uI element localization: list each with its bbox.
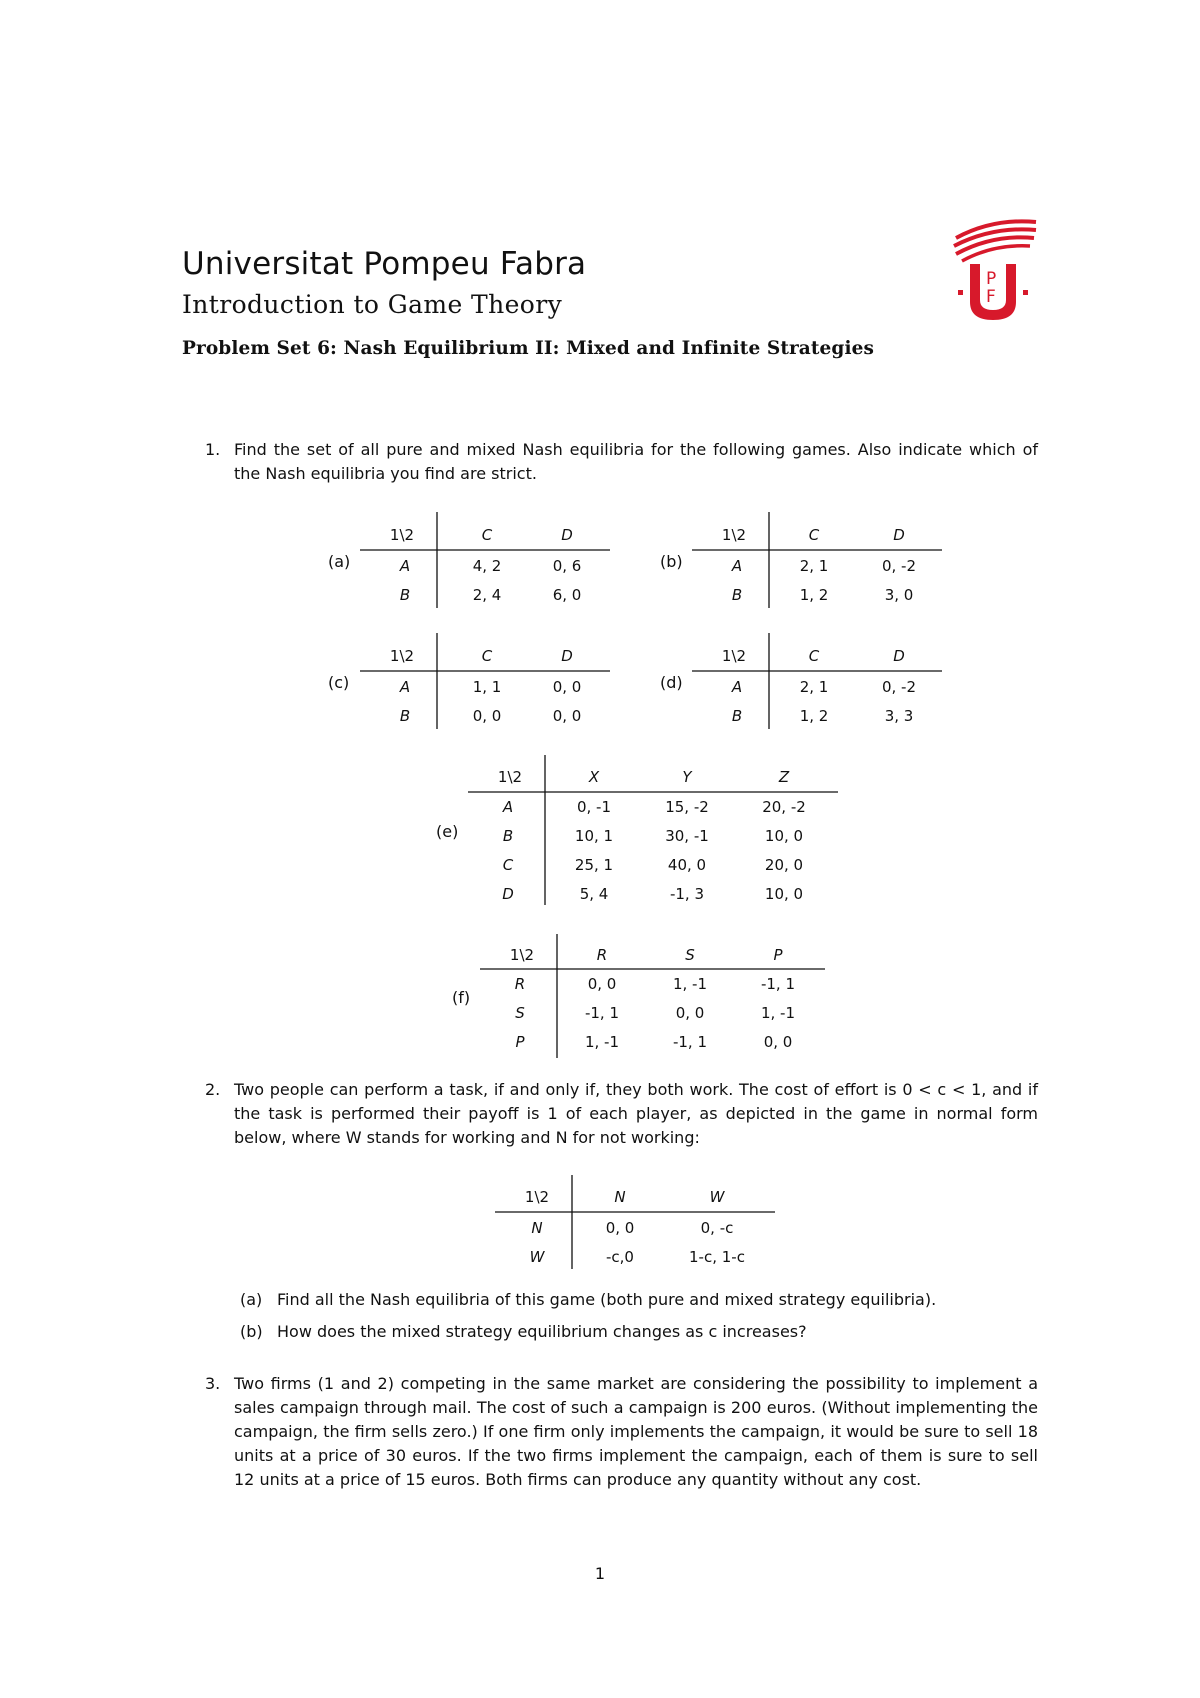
game-c-cell: 0, 0: [552, 707, 582, 725]
game-f-col-2: P: [773, 946, 783, 964]
work-game-cell: 0, -c: [700, 1219, 734, 1237]
problem-set-title: Problem Set 6: Nash Equilibrium II: Mixed and Infinite Strategies: [182, 338, 874, 359]
game-e-cell: 10, 1: [574, 827, 614, 845]
game-b-table: [692, 512, 942, 608]
game-c-table: [360, 633, 610, 729]
game-e-cell: 40, 0: [667, 856, 707, 874]
game-a-col-1: D: [561, 526, 573, 544]
game-b-cell: 0, -2: [881, 557, 917, 575]
game-b-cell: 2, 1: [799, 557, 829, 575]
work-game-cell: -c,0: [606, 1248, 634, 1266]
game-e-table: [468, 755, 838, 905]
work-game-cell: 1-c, 1-c: [689, 1248, 745, 1266]
game-c-row-1: B: [399, 707, 411, 725]
game-e-cell: 5, 4: [579, 885, 609, 903]
logo-letter-f: F: [986, 287, 996, 307]
course-title: Introduction to Game Theory: [182, 290, 563, 319]
game-d-cell: 1, 2: [799, 707, 829, 725]
problem-3-number: 3.: [205, 1374, 221, 1393]
problem-3-text: Two firms (1 and 2) competing in the same market are considering the possibility to implement a sales campaign through mail. The cost of such a campaign is 200 euros. (Without implementing the campaign, the firm sells zero.) If one firm only implements the campaign, it would be sure to sell 18 units at a price of 30 euros. If the two firms implement the campaign, each of them is sure to sell 12 units at a price of 15 euros. Both firms can produce any quantity without any cost.: [234, 1374, 1038, 1489]
game-f-cell: 0, 0: [675, 1004, 705, 1022]
game-d-col-0: C: [808, 647, 820, 665]
game-f-cell: -1, 1: [672, 1033, 708, 1051]
game-e-row-2: C: [502, 856, 514, 874]
game-a-row-1: B: [399, 586, 411, 604]
game-f-cell: 1, -1: [672, 975, 708, 993]
game-c-cell: 1, 1: [472, 678, 502, 696]
game-e-cell: 25, 1: [574, 856, 614, 874]
game-f-col-1: S: [685, 946, 695, 964]
game-f-row-1: S: [515, 1004, 525, 1022]
game-b-corner: 1\2: [721, 526, 747, 544]
game-e-row-1: B: [502, 827, 514, 845]
game-d-cell: 2, 1: [799, 678, 829, 696]
game-b-col-0: C: [808, 526, 820, 544]
game-f-corner: 1\2: [509, 946, 535, 964]
game-f-label: (f): [452, 988, 471, 1007]
game-e-cell: 0, -1: [576, 798, 612, 816]
game-d-corner: 1\2: [721, 647, 747, 665]
game-f-row-0: R: [514, 975, 526, 993]
game-b-cell: 3, 0: [884, 586, 914, 604]
game-f-cell: -1, 1: [760, 975, 796, 993]
game-c-col-0: C: [481, 647, 493, 665]
game-c-col-1: D: [561, 647, 573, 665]
game-b-cell: 1, 2: [799, 586, 829, 604]
game-b-col-1: D: [893, 526, 905, 544]
work-game-col-0: N: [614, 1188, 626, 1206]
game-f-col-0: R: [596, 946, 608, 964]
game-f-cell: 0, 0: [587, 975, 617, 993]
page-number: 1: [594, 1564, 606, 1583]
problem-1-number: 1.: [205, 440, 221, 459]
game-b-row-0: A: [731, 557, 743, 575]
game-c-cell: 0, 0: [552, 678, 582, 696]
game-e-label: (e): [436, 822, 459, 841]
work-game-table: [495, 1175, 775, 1269]
game-f-cell: -1, 1: [584, 1004, 620, 1022]
work-game-row-1: W: [529, 1248, 545, 1266]
game-d-cell: 0, -2: [881, 678, 917, 696]
game-e-cell: 20, 0: [764, 856, 804, 874]
game-a-table: [360, 512, 610, 608]
game-a-col-0: C: [481, 526, 493, 544]
game-e-cell: -1, 3: [669, 885, 705, 903]
game-c-corner: 1\2: [389, 647, 415, 665]
problem-2-text: Two people can perform a task, if and only if, they both work. The cost of effort is 0 < c < 1, and if the task is performed their payoff is 1 of each player, as depicted in the game in normal form below, where W stands for working and N for not working:: [234, 1080, 1038, 1147]
game-c-cell: 0, 0: [472, 707, 502, 725]
game-a-cell: 0, 6: [552, 557, 582, 575]
subquestion-b-text: How does the mixed strategy equilibrium changes as c increases?: [277, 1322, 807, 1341]
game-e-col-0: X: [588, 768, 600, 786]
game-e-col-2: Z: [778, 768, 790, 786]
game-c-row-0: A: [399, 678, 411, 696]
subquestion-a-label: (a): [240, 1290, 263, 1309]
game-f-row-2: P: [515, 1033, 525, 1051]
game-d-label: (d): [660, 673, 683, 692]
game-e-cell: 10, 0: [764, 827, 804, 845]
game-f-cell: 1, -1: [760, 1004, 796, 1022]
game-f-cell: 0, 0: [763, 1033, 793, 1051]
subquestion-a-text: Find all the Nash equilibria of this game (both pure and mixed strategy equilibria).: [277, 1290, 937, 1309]
game-d-cell: 3, 3: [884, 707, 914, 725]
game-d-row-0: A: [731, 678, 743, 696]
logo-letter-p: P: [986, 269, 997, 289]
university-name: Universitat Pompeu Fabra: [182, 246, 587, 282]
game-d-col-1: D: [893, 647, 905, 665]
subquestion-b-label: (b): [240, 1322, 263, 1341]
game-a-corner: 1\2: [389, 526, 415, 544]
upf-logo: [948, 216, 1038, 326]
game-e-row-0: A: [502, 798, 514, 816]
problem-2-number: 2.: [205, 1080, 221, 1099]
work-game-col-1: W: [709, 1188, 725, 1206]
game-f-cell: 1, -1: [584, 1033, 620, 1051]
game-f-table: [480, 934, 825, 1058]
game-c-label: (c): [328, 673, 350, 692]
problem-1-text: Find the set of all pure and mixed Nash equilibria for the following games. Also indicate which of the Nash equilibria you find are strict.: [234, 440, 1038, 483]
game-a-label: (a): [328, 552, 351, 571]
game-a-cell: 4, 2: [472, 557, 502, 575]
game-b-label: (b): [660, 552, 683, 571]
game-e-cell: 15, -2: [665, 798, 709, 816]
game-a-row-0: A: [399, 557, 411, 575]
work-game-corner: 1\2: [524, 1188, 550, 1206]
game-e-cell: 30, -1: [665, 827, 709, 845]
game-b-row-1: B: [731, 586, 743, 604]
game-e-row-3: D: [502, 885, 514, 903]
game-e-col-1: Y: [682, 768, 692, 786]
game-e-cell: 20, -2: [762, 798, 806, 816]
work-game-row-0: N: [531, 1219, 543, 1237]
game-a-cell: 2, 4: [472, 586, 502, 604]
game-e-corner: 1\2: [497, 768, 523, 786]
game-d-row-1: B: [731, 707, 743, 725]
game-d-table: [692, 633, 942, 729]
game-e-cell: 10, 0: [764, 885, 804, 903]
game-a-cell: 6, 0: [552, 586, 582, 604]
work-game-cell: 0, 0: [605, 1219, 635, 1237]
